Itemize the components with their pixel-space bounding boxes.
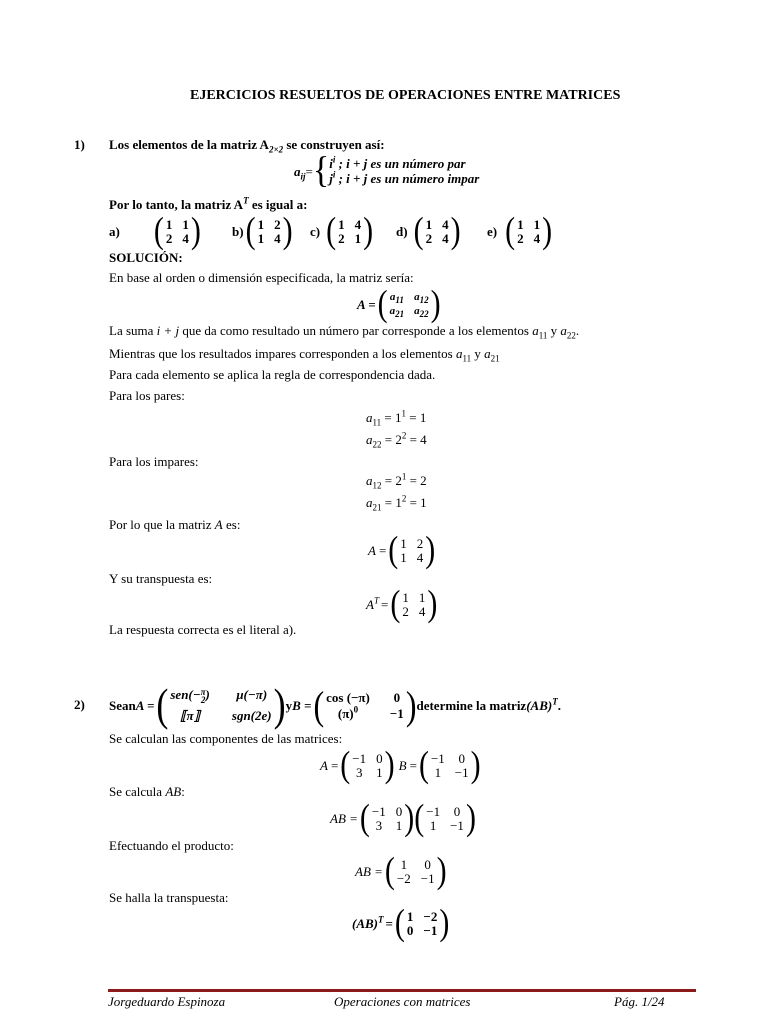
eq-a12: $a_{12} = 2^1 = 2$ bbox=[366, 471, 427, 491]
ex1-definition: $a_{ij}$ = { $i^i$ ; i + j es un número par $j^i$ ; i + j es un número impar bbox=[294, 150, 480, 191]
ex1-line4: Para cada elemento se aplica la regla de correspondencia dada. bbox=[109, 367, 436, 382]
ex1-question: Por lo tanto, la matriz $A^T$ es igual a: bbox=[109, 195, 308, 212]
ex2-number: 2) bbox=[74, 697, 85, 712]
transpuesta-label-2: Se halla la transpuesta: bbox=[109, 890, 229, 905]
ex2-AB-result: AB = ( 1 0 −2 −1 ) bbox=[355, 849, 447, 891]
ex1-answer: La respuesta correcta es el literal a). bbox=[109, 622, 297, 637]
footer-rule bbox=[108, 989, 696, 992]
ex1-matrix-AT-result: $A^T$ = ( 1 1 2 4 ) bbox=[366, 582, 438, 624]
ex1-matrix-A-general: A = ( $a_{11}$ $a_{12}$ $a_{21}$ $a_{22}$ ) bbox=[357, 282, 441, 324]
footer-topic: Operaciones con matrices bbox=[334, 994, 471, 1009]
ex1-option-b: b) ( 1 2 1 4 ) bbox=[232, 209, 293, 251]
ex1-option-e: e) ( 1 1 2 4 ) bbox=[487, 209, 553, 251]
ex1-line2: La suma i + j que da como resultado un número par corresponde a los elementos $a_{11}$ y $a_{22}$. bbox=[109, 323, 580, 341]
eq-a22: $a_{22} = 2^2 = 4$ bbox=[366, 430, 427, 450]
ex1-line1: En base al orden o dimensión especificada, la matriz sería: bbox=[109, 270, 414, 285]
impares-label: Para los impares: bbox=[109, 454, 199, 469]
ex1-intro: Los elementos de la matriz $A_{2\times 2}$ se construyen así: bbox=[109, 137, 385, 155]
footer-author: Jorgeduardo Espinoza bbox=[108, 994, 226, 1009]
transpuesta-label: Y su transpuesta es: bbox=[109, 571, 213, 586]
ex1-option-d: d) ( 1 4 2 4 ) bbox=[396, 209, 461, 251]
ex1-option-a: a) ( 1 1 2 4 ) bbox=[109, 209, 201, 251]
eq-a21: $a_{21} = 1^2 = 1$ bbox=[366, 493, 427, 513]
page-title: EJERCICIOS RESUELTOS DE OPERACIONES ENTRE MATRICES bbox=[190, 88, 621, 103]
ex1-matrix-A-result: A = ( 1 2 1 4 ) bbox=[368, 528, 436, 570]
eq-a11: $a_{11} = 1^1 = 1$ bbox=[366, 408, 427, 428]
ex2-statement: Sean A = ( sen(−π 2) μ(−π) ⟦π⟧ sgn(2e) ) y B = ( cos (−π) 0 $(\pi)^0$ −1 ) determine la matriz (AB)$^T$ . bbox=[109, 679, 561, 730]
por-lo-que: Por lo que la matriz A es: bbox=[109, 517, 241, 532]
ex1-number: 1) bbox=[74, 137, 85, 152]
ex2-line1: Se calculan las componentes de las matrices: bbox=[109, 731, 343, 746]
ex2-matrices-AB: A = ( −1 0 3 1 ) B = ( −1 0 1 −1 ) bbox=[320, 743, 481, 785]
ex1-option-c: c) ( 1 4 2 1 ) bbox=[310, 209, 374, 251]
ex2-ABT-result: (AB)$^T$ = ( 1 −2 0 −1 ) bbox=[352, 901, 450, 943]
ex1-line3: Mientras que los resultados impares corresponden a los elementos $a_{11}$ y $a_{21}$ bbox=[109, 346, 500, 364]
footer-page-number: Pág. 1/24 bbox=[614, 994, 665, 1009]
efectuando-label: Efectuando el producto: bbox=[109, 838, 234, 853]
calc-AB-label: Se calcula AB: bbox=[109, 784, 185, 799]
solution-label: SOLUCIÓN: bbox=[109, 250, 183, 265]
pares-label: Para los pares: bbox=[109, 388, 185, 403]
ex2-AB-product: AB = ( −1 0 3 1 ) ( −1 0 1 −1 ) bbox=[330, 796, 476, 838]
